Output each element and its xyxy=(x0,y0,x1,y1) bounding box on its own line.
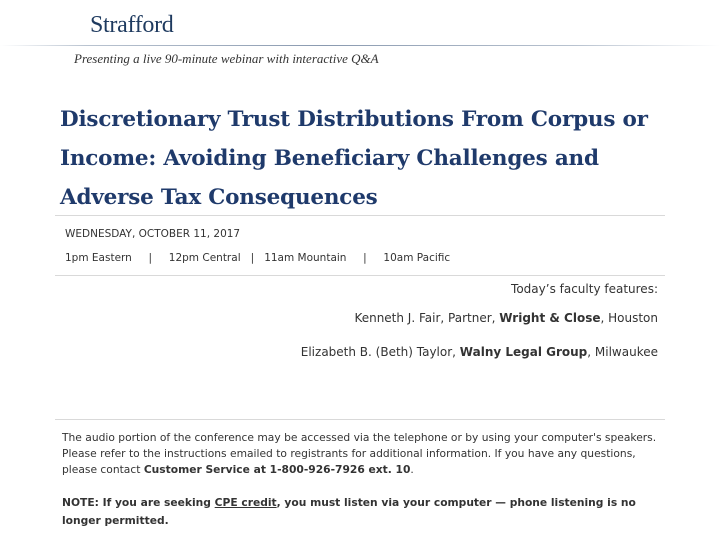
faculty-location: , Houston xyxy=(600,311,658,325)
audio-text: The audio portion of the conference may be accessed via the telephone or by using your computer's speakers. Please refer to the instructions emailed to registrants for additional information. If you have any questions, please contact xyxy=(62,431,657,476)
faculty-member xyxy=(354,311,658,325)
faculty-name: Elizabeth B. (Beth) Taylor, xyxy=(300,345,460,359)
time-pacific: 10am Pacific xyxy=(383,252,451,264)
faculty-member xyxy=(301,345,658,359)
customer-service-contact: Customer Service at 1-800-926-7926 ext. 10 xyxy=(143,463,411,476)
faculty-name: Kenneth J. Fair, Partner, xyxy=(354,311,500,325)
note-suffix: , you must listen via your computer — phone listening is no longer permitted. xyxy=(62,496,636,527)
tagline: Presenting a live 90-minute webinar with interactive Q&A xyxy=(74,51,379,66)
faculty-location: , Milwaukee xyxy=(587,345,658,359)
header-divider xyxy=(0,45,720,46)
divider xyxy=(55,215,665,216)
divider xyxy=(55,275,665,276)
faculty-firm: Walny Legal Group xyxy=(459,345,588,359)
time-mountain: 11am Mountain xyxy=(264,252,347,264)
note-prefix: NOTE: If you are seeking xyxy=(62,496,215,509)
divider xyxy=(55,419,665,420)
faculty-heading: Today’s faculty features: xyxy=(511,282,658,296)
cpe-note xyxy=(62,494,662,530)
webinar-title: Discretionary Trust Distributions From Corpus or Income: Avoiding Beneficiary Challenges and Adverse Tax Consequences xyxy=(60,107,648,210)
faculty-firm: Wright & Close xyxy=(499,311,601,325)
time-eastern: 1pm Eastern xyxy=(65,252,132,264)
audio-instructions xyxy=(62,430,662,478)
audio-end: . xyxy=(410,463,414,476)
strafford-logo: Strafford xyxy=(90,12,174,38)
webinar-times xyxy=(65,252,450,264)
time-separator: | xyxy=(250,252,255,264)
time-central: 12pm Central xyxy=(168,252,241,264)
webinar-date: WEDNESDAY, OCTOBER 11, 2017 xyxy=(65,228,241,240)
time-separator: | xyxy=(363,252,367,264)
cpe-credit-link[interactable]: CPE credit xyxy=(214,496,277,509)
time-separator: | xyxy=(148,252,153,264)
